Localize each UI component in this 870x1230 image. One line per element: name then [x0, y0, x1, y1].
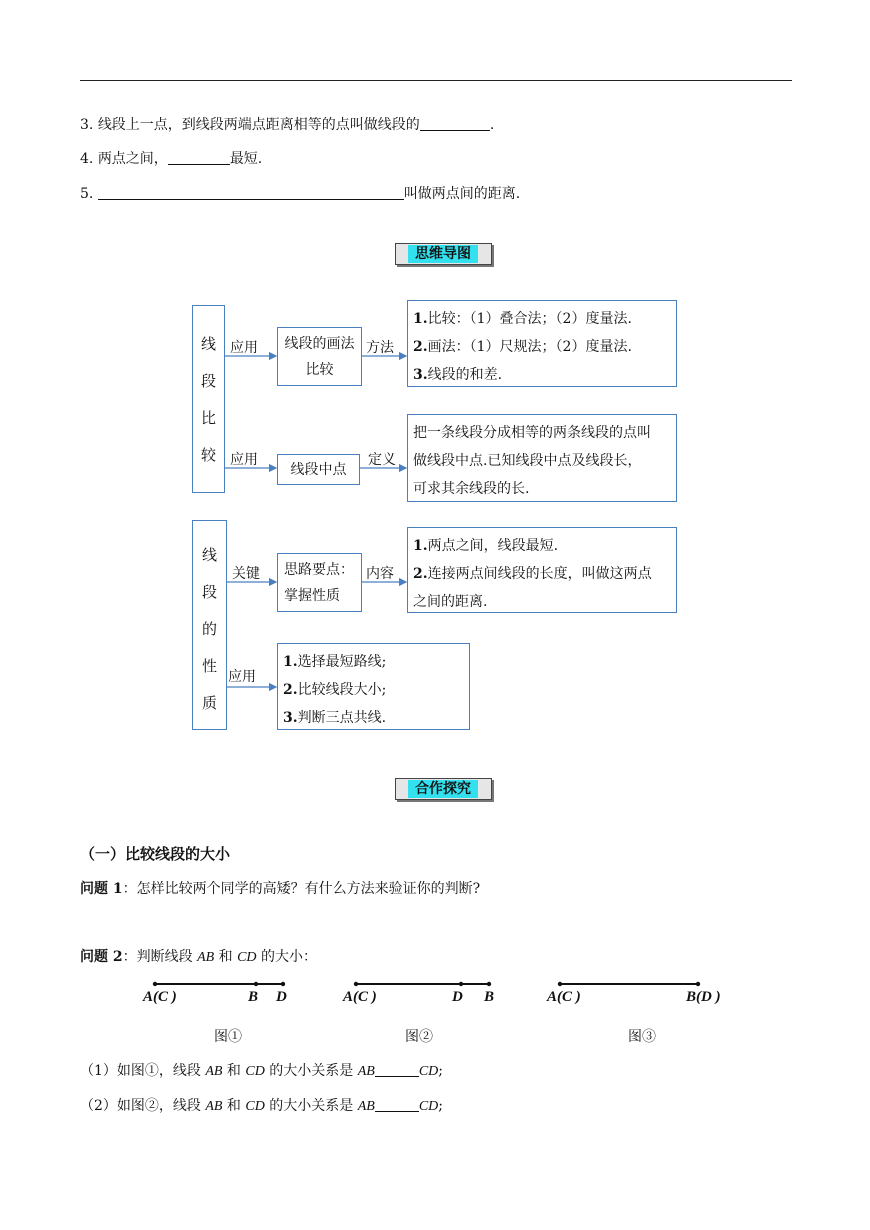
mindmap-node-draw-compare: 线段的画法 比较	[277, 327, 362, 386]
blank-item-5: 5. 叫做两点间的距离.	[80, 186, 521, 202]
point-label: A(C )	[143, 989, 177, 1005]
part-heading: （一）比较线段的大小	[80, 845, 231, 863]
edge-label: 方法	[366, 340, 394, 356]
edge-label: 定义	[368, 452, 396, 468]
mindmap-root-segment-property: 线 段 的 性 质	[192, 520, 227, 730]
figure-caption: 图③	[628, 1029, 656, 1045]
answer-blank[interactable]	[375, 1062, 419, 1077]
mindmap-root-segment-compare: 线 段 比 较	[192, 305, 225, 493]
blank-item-4: 4. 两点之间， 最短.	[80, 151, 263, 167]
point	[254, 982, 258, 986]
mindmap-node-midpoint: 线段中点	[277, 454, 360, 485]
mindmap-content-midpoint-def: 把一条线段分成相等的两条线段的点叫 做线段中点.已知线段中点及线段长， 可求其余线段的长.	[407, 414, 677, 502]
edge-label: 应用	[230, 452, 258, 468]
point-label: B(D )	[686, 989, 721, 1005]
sub-question-2: （2）如图②，线段 AB 和 CD 的大小关系是 AB CD;	[80, 1098, 444, 1114]
edge-label: 关键	[232, 566, 260, 582]
blank-item-3: 3. 线段上一点，到线段两端点距离相等的点叫做线段的 .	[80, 117, 495, 133]
point-label: B	[484, 989, 495, 1005]
question-2: 问题 2：判断线段 AB 和 CD 的大小：	[80, 949, 317, 965]
point-label: D	[452, 989, 463, 1005]
edge-label: 应用	[230, 340, 258, 356]
edge-label: 应用	[228, 669, 256, 685]
point	[487, 982, 491, 986]
mindmap-node-key-points: 思路要点： 掌握性质	[277, 553, 362, 612]
point-label: A(C )	[547, 989, 581, 1005]
segment-figures	[0, 975, 870, 995]
point-label: B	[248, 989, 259, 1005]
figure-caption: 图②	[405, 1029, 433, 1045]
figure-caption: 图①	[214, 1029, 242, 1045]
section-title-explore: 合作探究	[395, 778, 492, 800]
point	[696, 982, 700, 986]
point-label: A(C )	[343, 989, 377, 1005]
point	[281, 982, 285, 986]
point-label: D	[276, 989, 287, 1005]
answer-blank[interactable]	[375, 1097, 419, 1112]
section-title-mindmap: 思维导图	[395, 243, 492, 265]
point	[558, 982, 562, 986]
edge-label: 内容	[366, 566, 394, 582]
point	[354, 982, 358, 986]
question-1: 问题 1：怎样比较两个同学的高矮？有什么方法来验证你的判断?	[80, 881, 481, 897]
sub-question-1: （1）如图①，线段 AB 和 CD 的大小关系是 AB CD;	[80, 1063, 444, 1079]
point	[459, 982, 463, 986]
mindmap-content-methods: 1.比较：（1）叠合法；（2）度量法. 2.画法：（1）尺规法；（2）度量法. 3.线段的和差.	[407, 300, 677, 387]
mindmap-content-applications: 1.选择最短路线; 2.比较线段大小; 3.判断三点共线.	[277, 643, 470, 730]
point	[153, 982, 157, 986]
mindmap-content-property: 1.两点之间，线段最短. 2.连接两点间线段的长度，叫做这两点 之间的距离.	[407, 527, 677, 613]
